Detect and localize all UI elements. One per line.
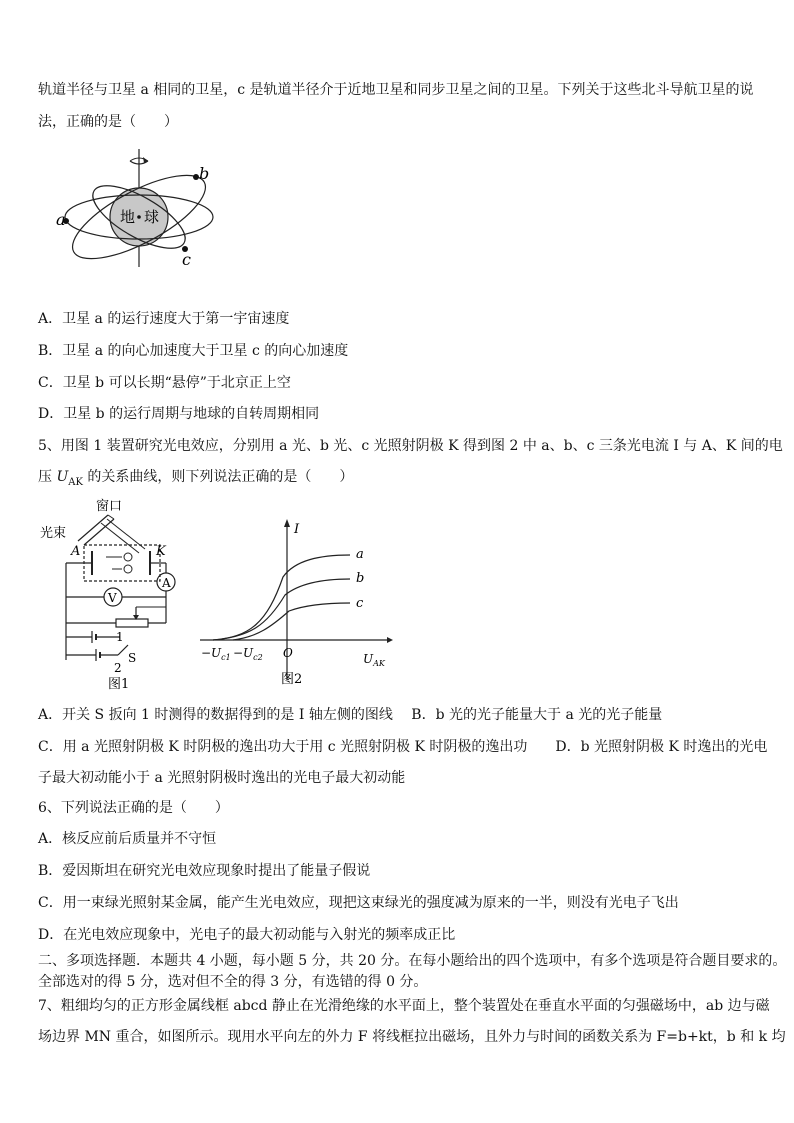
uc2-label: $-U_{c2}$ bbox=[233, 646, 263, 662]
satellite-a-label: a bbox=[56, 210, 66, 229]
uc1-label: $-U_{c1}$ bbox=[201, 646, 231, 662]
earth-label-right: 球 bbox=[144, 208, 160, 226]
q4-option-d: D．卫星 b 的运行周期与地球的自转周期相同 bbox=[38, 406, 320, 422]
q6-option-d: D．在光电效应现象中，光电子的最大初动能与入射光的频率成正比 bbox=[38, 927, 456, 943]
ammeter-label: A bbox=[162, 576, 171, 590]
q4-option-c: C．卫星 b 可以长期“悬停”于北京正上空 bbox=[38, 375, 291, 391]
fig1-anode-label: A bbox=[71, 544, 81, 559]
q4-stem-line-2: 法，正确的是（ ） bbox=[38, 114, 178, 130]
q4-option-b: B．卫星 a 的向心加速度大于卫星 c 的向心加速度 bbox=[38, 343, 349, 359]
satellite-b-label: b bbox=[199, 164, 210, 183]
photoelectric-circuit-figure bbox=[36, 495, 196, 695]
satellite-c-label: c bbox=[182, 250, 191, 269]
q5-option-line-2: C．用 a 光照射阴极 K 时阴极的逸出功大于用 c 光照射阴极 K 时阴极的逸出功 D．b 光照射阴极 K 时逸出的光电 bbox=[38, 739, 768, 755]
q5-stem-line-2: 压 $U_{AK}$ 的关系曲线，则下列说法正确的是（ ） bbox=[38, 469, 354, 488]
curve-b-label: b bbox=[356, 571, 365, 586]
q6-option-a: A．核反应前后质量并不守恒 bbox=[38, 831, 217, 847]
fig1-caption: 图1 bbox=[108, 677, 130, 692]
fig1-window-label: 窗口 bbox=[96, 499, 123, 514]
satellite-orbits-figure bbox=[56, 145, 216, 270]
switch-position-2: 2 bbox=[114, 661, 122, 675]
section2-header-line-2: 全部选对的得 5 分，选对但不全的得 3 分，有选错的得 0 分。 bbox=[38, 974, 428, 990]
q6-stem: 6、下列说法正确的是（ ） bbox=[38, 800, 229, 816]
section2-header-line-1: 二、多项选择题．本题共 4 小题，每小题 5 分，共 20 分。在每小题给出的四个选项中，有多个选项是符合题目要求的。 bbox=[38, 953, 787, 969]
uak-axis-label: $U_{AK}$ bbox=[363, 652, 385, 668]
q6-option-c: C．用一束绿光照射某金属，能产生光电效应，现把这束绿光的强度减为原来的一半，则没有光电子飞出 bbox=[38, 895, 679, 911]
q5-option-line-3: 子最大初动能小于 a 光照射阴极时逸出的光电子最大初动能 bbox=[38, 770, 406, 786]
fig2-caption: 图2 bbox=[281, 672, 303, 687]
q4-stem-line-1: 轨道半径与卫星 a 相同的卫星，c 是轨道半径介于近地卫星和同步卫星之间的卫星。下列关于这些北斗导航卫星的说 bbox=[38, 82, 754, 98]
q5-option-line-1: A．开关 S 扳向 1 时测得的数据得到的是 I 轴左侧的图线 B．b 光的光子能量大于 a 光的光子能量 bbox=[38, 707, 663, 723]
voltmeter-label: V bbox=[108, 591, 117, 605]
switch-label: S bbox=[128, 651, 137, 665]
fig1-cathode-label: K bbox=[156, 544, 166, 559]
q6-option-b: B．爱因斯坦在研究光电效应现象时提出了能量子假说 bbox=[38, 863, 371, 879]
curve-c-label: c bbox=[356, 596, 364, 611]
q4-option-a: A．卫星 a 的运行速度大于第一宇宙速度 bbox=[38, 311, 290, 327]
iv-curve-figure bbox=[195, 515, 395, 690]
origin-label: O bbox=[283, 646, 293, 660]
q5-stem-line-1: 5、用图 1 装置研究光电效应，分别用 a 光、b 光、c 光照射阴极 K 得到图 2 中 a、b、c 三条光电流 I 与 A、K 间的电 bbox=[38, 438, 783, 454]
q7-stem-line-2: 场边界 MN 重合，如图所示。现用水平向左的外力 F 将线框拉出磁场，且外力与时间的函数关系为 F=b+kt，b 和 k 均 bbox=[38, 1029, 786, 1045]
switch-position-1: 1 bbox=[116, 630, 124, 644]
curve-a-label: a bbox=[356, 547, 364, 562]
fig2-i-axis-label: I bbox=[294, 522, 300, 537]
earth-label-left: 地 bbox=[120, 208, 136, 226]
q7-stem-line-1: 7、粗细均匀的正方形金属线框 abcd 静止在光滑绝缘的水平面上，整个装置处在垂直水平面的匀强磁场中，ab 边与磁 bbox=[38, 998, 770, 1014]
fig1-beam-label: 光束 bbox=[40, 526, 67, 541]
